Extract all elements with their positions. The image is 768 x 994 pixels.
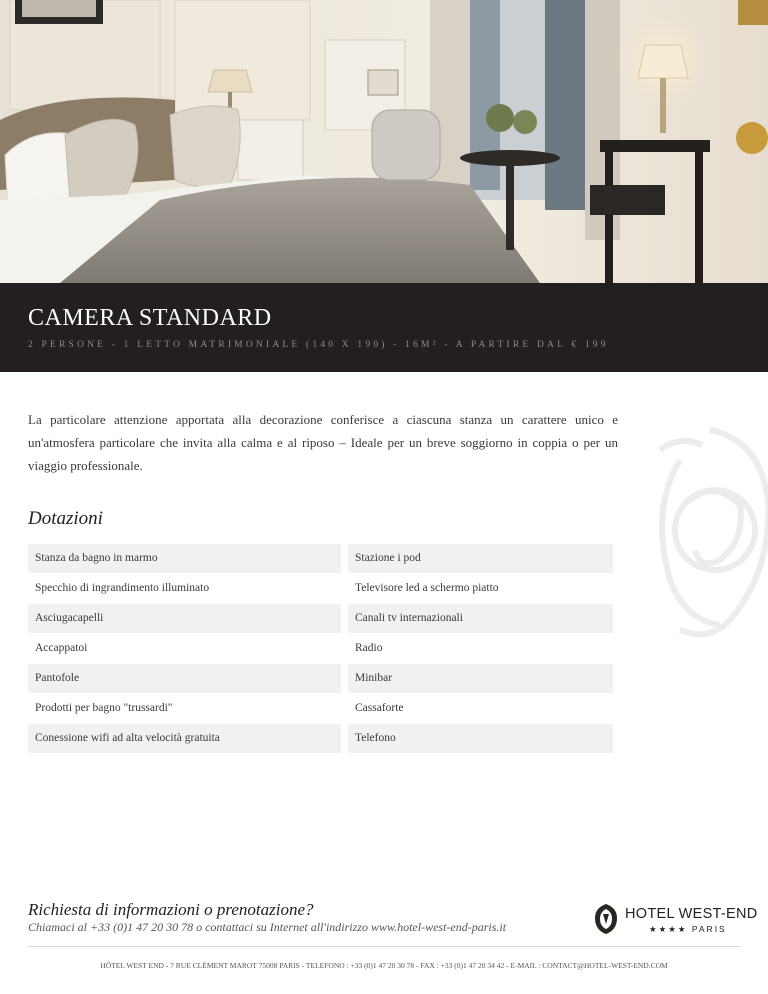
- amenity-row: [28, 604, 613, 633]
- amenity-row: [28, 574, 613, 603]
- room-details: 2 PERSONE - 1 LETTO MATRIMONIALE (140 X 190) - 16M² - A PARTIRE DAL € 199: [28, 340, 609, 350]
- amenity-row: [28, 544, 613, 573]
- amenity-item: Accappatoi: [35, 642, 88, 654]
- amenity-item: Canali tv internazionali: [348, 604, 613, 633]
- cta-subtitle: Chiamaci al +33 (0)1 47 20 30 78 o contattaci su Internet all'indirizzo www.hotel-west-end-paris.it: [28, 920, 507, 934]
- amenity-row: [28, 694, 613, 723]
- amenity-item: Radio: [355, 642, 383, 654]
- amenity-item: Stazione i pod: [348, 544, 613, 573]
- amenity-item: Minibar: [348, 664, 613, 693]
- amenity-item: Prodotti per bagno "trussardi": [35, 702, 173, 714]
- footer-divider: [28, 946, 741, 947]
- footer-contact: HÔTEL WEST END - 7 RUE CLÉMENT MAROT 75008 PARIS - TELEFONO : +33 (0)1 47 20 30 78 - FAX : +33 (0)1 47 20 34 42 - E-MAIL : CONTACT@HOTEL-WEST-END.COM: [100, 961, 668, 970]
- amenity-row: [28, 724, 613, 753]
- amenity-item: Conessione wifi ad alta velocità gratuita: [28, 724, 341, 753]
- amenity-item: Televisore led a schermo piatto: [355, 582, 499, 594]
- amenity-item: Stanza da bagno in marmo: [28, 544, 341, 573]
- room-title: CAMERA STANDARD: [28, 305, 272, 331]
- room-description: La particolare attenzione apportata alla decorazione conferisce a ciascuna stanza un carattere unico e un'atmosfera particolare che invita alla calma e al riposo – Ideale per un breve soggiorno in coppia o per un viaggio professionale.: [28, 412, 618, 473]
- room-banner: [0, 283, 768, 372]
- amenity-item: Telefono: [348, 724, 613, 753]
- amenity-item: Specchio di ingrandimento illuminato: [35, 582, 210, 594]
- cta-title: Richiesta di informazioni o prenotazione?: [28, 900, 314, 919]
- logo-stars: ★★★★ PARIS: [649, 924, 727, 934]
- amenity-item: Pantofole: [28, 664, 341, 693]
- crest-watermark: [640, 420, 768, 650]
- amenities-title: Dotazioni: [28, 508, 103, 529]
- room-photo: [0, 0, 768, 283]
- amenities-table: [28, 544, 613, 754]
- amenity-item: Cassaforte: [355, 702, 404, 714]
- amenity-row: [28, 634, 613, 663]
- crest-icon: [593, 902, 619, 936]
- logo-name: HOTEL WEST-END: [625, 906, 758, 922]
- amenity-item: Asciugacapelli: [28, 604, 341, 633]
- amenity-row: [28, 664, 613, 693]
- hotel-logo: [593, 902, 758, 938]
